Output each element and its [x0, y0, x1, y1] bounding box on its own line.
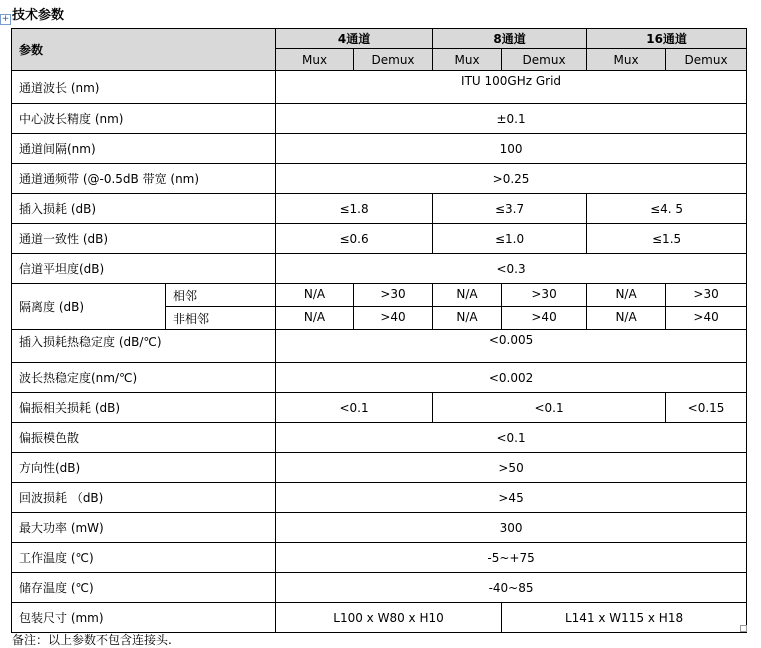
row-value: >50 [276, 453, 747, 483]
row-label: 方向性(dB) [12, 453, 276, 483]
header-16ch: 16通道 [587, 29, 747, 49]
header-4ch-mux: Mux [276, 49, 354, 71]
row-value-8ch: <0.1 [433, 393, 666, 423]
row-label: 通道间隔(nm) [12, 134, 276, 164]
row-value-16ch: ≤4. 5 [587, 194, 747, 224]
table-row [12, 603, 747, 633]
table-row [12, 543, 747, 573]
cell-16ch-mux: N/A [587, 284, 666, 307]
row-label: 包装尺寸 (mm) [12, 603, 276, 633]
row-value: ITU 100GHz Grid [276, 71, 747, 104]
table-row [12, 284, 747, 307]
row-value-16ch: L141 x W115 x H18 [502, 603, 747, 633]
table-row [12, 393, 747, 423]
cell-4ch-demux: >40 [354, 307, 433, 330]
row-value-8ch: ≤1.0 [433, 224, 587, 254]
cell-16ch-demux: >40 [666, 307, 747, 330]
row-value: >45 [276, 483, 747, 513]
row-value-4ch: ≤1.8 [276, 194, 433, 224]
row-value-4ch-8ch: L100 x W80 x H10 [276, 603, 502, 633]
table-row [12, 254, 747, 284]
table-row [12, 573, 747, 603]
row-value: <0.1 [276, 423, 747, 453]
table-row [12, 164, 747, 194]
spec-table [11, 28, 747, 633]
table-row [12, 453, 747, 483]
row-label: 插入损耗 (dB) [12, 194, 276, 224]
cell-4ch-mux: N/A [276, 307, 354, 330]
row-value: 300 [276, 513, 747, 543]
sub-label-non-adjacent: 非相邻 [166, 307, 276, 330]
row-value: -40~85 [276, 573, 747, 603]
table-row [12, 513, 747, 543]
row-label: 偏振相关损耗 (dB) [12, 393, 276, 423]
row-value-16ch: ≤1.5 [587, 224, 747, 254]
row-label: 通道波长 (nm) [12, 71, 276, 104]
row-label: 偏振模色散 [12, 423, 276, 453]
cell-8ch-demux: >40 [502, 307, 587, 330]
row-value: <0.005 [276, 330, 747, 363]
table-move-handle-icon[interactable]: + [1, 14, 10, 24]
table-row [12, 104, 747, 134]
row-value: <0.3 [276, 254, 747, 284]
row-label: 波长热稳定度(nm/℃) [12, 363, 276, 393]
row-value: -5~+75 [276, 543, 747, 573]
row-label: 最大功率 (mW) [12, 513, 276, 543]
table-row [12, 423, 747, 453]
row-value: ±0.1 [276, 104, 747, 134]
header-4ch: 4通道 [276, 29, 433, 49]
row-value-8ch: ≤3.7 [433, 194, 587, 224]
row-label: 插入损耗热稳定度 (dB/℃) [12, 330, 276, 363]
header-8ch-mux: Mux [433, 49, 502, 71]
table-header-row [12, 29, 747, 49]
table-row [12, 194, 747, 224]
cell-16ch-mux: N/A [587, 307, 666, 330]
table-row [12, 483, 747, 513]
table-resize-handle[interactable] [740, 625, 747, 632]
row-label: 工作温度 (℃) [12, 543, 276, 573]
table-row [12, 71, 747, 104]
row-value: <0.002 [276, 363, 747, 393]
header-16ch-mux: Mux [587, 49, 666, 71]
row-value: 100 [276, 134, 747, 164]
row-label: 回波损耗 （dB) [12, 483, 276, 513]
cell-8ch-mux: N/A [433, 307, 502, 330]
cell-4ch-demux: >30 [354, 284, 433, 307]
cell-8ch-mux: N/A [433, 284, 502, 307]
row-label: 隔离度 (dB) [12, 284, 166, 330]
cell-4ch-mux: N/A [276, 284, 354, 307]
header-8ch: 8通道 [433, 29, 587, 49]
row-value-4ch: ≤0.6 [276, 224, 433, 254]
table-row [12, 134, 747, 164]
table-row [12, 330, 747, 363]
cell-8ch-demux: >30 [502, 284, 587, 307]
row-label: 通道通频带 (@-0.5dB 带宽 (nm) [12, 164, 276, 194]
table-row [12, 224, 747, 254]
row-label: 通道一致性 (dB) [12, 224, 276, 254]
row-value-16ch: <0.15 [666, 393, 747, 423]
row-label: 信道平坦度(dB) [12, 254, 276, 284]
header-4ch-demux: Demux [354, 49, 433, 71]
row-label: 储存温度 (℃) [12, 573, 276, 603]
row-value: >0.25 [276, 164, 747, 194]
header-16ch-demux: Demux [666, 49, 747, 71]
row-label: 中心波长精度 (nm) [12, 104, 276, 134]
table-row [12, 363, 747, 393]
sub-label-adjacent: 相邻 [166, 284, 276, 307]
section-title: 技术参数 [12, 8, 65, 23]
row-value-4ch: <0.1 [276, 393, 433, 423]
footnote: 备注：以上参数不包含连接头. [12, 633, 172, 647]
header-param: 参数 [12, 29, 276, 71]
cell-16ch-demux: >30 [666, 284, 747, 307]
header-8ch-demux: Demux [502, 49, 587, 71]
